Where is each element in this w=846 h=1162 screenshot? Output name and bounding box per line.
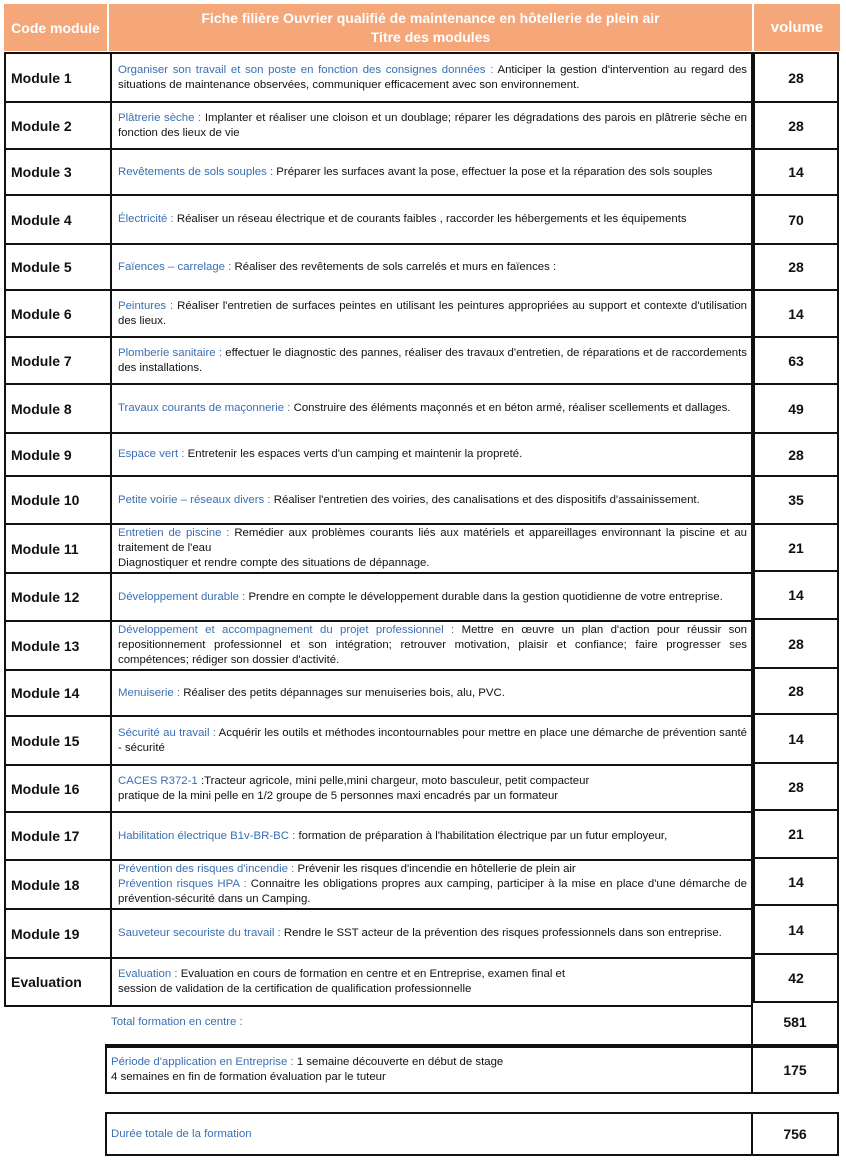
module-text: Prévenir les risques d'incendie en hôtellerie de plein air [297,863,576,875]
module-row [5,958,752,1006]
module-code: Module 5 [5,244,111,290]
module-description [111,860,752,909]
module-description [111,765,752,812]
module-volume: 21 [754,810,838,858]
module-description [111,149,752,195]
module-volume: 14 [754,290,838,337]
module-description [111,195,752,244]
module-volume: 28 [754,433,838,476]
module-code: Module 18 [5,860,111,909]
module-description [111,812,752,860]
volume-row [754,337,838,384]
volume-row [754,905,838,954]
module-description [111,958,752,1006]
module-title: Électricité : [118,213,174,225]
volume-row [754,102,838,149]
total-centre-label: Total formation en centre : [105,1000,753,1046]
module-code: Module 17 [5,812,111,860]
module-text: Evaluation en cours de formation en centre et en Entreprise, examen final et [180,968,566,980]
module-volume: 14 [754,149,838,195]
volume-row [754,954,838,1002]
module-text: Remédier aux problèmes courants liés aux matériels et appareillages environnant la piscine et au traitement de l'eau [118,527,747,554]
module-code: Module 15 [5,716,111,765]
module-description [111,573,752,621]
module-title: Faïences – carrelage : [118,260,232,273]
module-text: Préparer les surfaces avant la pose, effectuer la pose et la réparation des sols souples [276,165,713,178]
module-text: Mettre en œuvre un plan d'action pour réussir son repositionnement professionnel et son intégration; retrouver motivation, plaisir et confiance; faire progresser ses compétences; rédiger son dossier d'activité. [118,624,747,666]
module-row [5,102,752,149]
module-row [5,765,752,812]
module-title: Développement et accompagnement du projet professionnel : [118,624,455,636]
module-text: :Tracteur agricole, mini pelle,mini chargeur, moto basculeur, petit compacteur [200,774,590,787]
total-centre-value: 581 [753,1000,839,1046]
volume-row [754,476,838,524]
module-code: Module 11 [5,524,111,573]
volume-row [754,433,838,476]
module-volume: 14 [754,858,838,905]
volume-row [754,195,838,244]
module-title: Menuiserie : [118,686,181,699]
module-description [111,476,752,524]
volumes-table [753,52,839,1003]
volume-row [754,53,838,102]
module-row [5,384,752,433]
module-code: Module 8 [5,384,111,433]
module-row [5,149,752,195]
module-code: Module 9 [5,433,111,476]
table-header [4,4,840,51]
module-text: Connaitre les obligations propres aux camping, participer à la mise en place d'une démarche de prévention-sécurité dans un Camping. [118,878,747,905]
module-text: Implanter et réaliser une cloison et un doublage; réparer les dégradations des parois en plâtrerie sèche en fonction des lieux de vie [118,111,748,139]
module-text: Réaliser l'entretien des voiries, des canalisations et des dispositifs d'assainissement. [273,493,700,506]
module-row [5,290,752,337]
module-row [5,670,752,716]
module-row [5,476,752,524]
header-title [109,4,754,51]
module-description [111,716,752,765]
module-code: Module 6 [5,290,111,337]
volume-row [754,763,838,810]
module-description [111,244,752,290]
module-volume: 28 [754,763,838,810]
module-row [5,524,752,573]
module-volume: 28 [754,619,838,668]
module-row [5,812,752,860]
module-volume: 14 [754,714,838,763]
module-volume: 14 [754,905,838,954]
module-row [5,53,752,102]
module-code: Module 4 [5,195,111,244]
module-title: Peintures : [118,299,174,312]
module-volume: 35 [754,476,838,524]
header-volume: volume [754,4,840,51]
module-volume: 28 [754,53,838,102]
module-title: Développement durable : [118,590,246,603]
volume-row [754,668,838,714]
module-title: Plâtrerie sèche : [118,111,202,124]
module-description [111,621,752,670]
module-row [5,621,752,670]
volume-row [754,244,838,290]
module-title: Habilitation électrique B1v-BR-BC : [118,829,296,842]
module-title: Petite voirie – réseaux divers : [118,493,271,506]
module-description [111,909,752,958]
module-title: Entretien de piscine : [118,527,230,539]
module-text: Acquérir les outils et méthodes incontournables pour mettre en place une démarche de prévention santé - sécurité [118,726,748,754]
module-code: Module 2 [5,102,111,149]
volume-row [754,714,838,763]
module-row [5,433,752,476]
module-code: Module 7 [5,337,111,384]
module-text: Anticiper la gestion d'intervention au regard des situations de maintenance observées, communiquer efficacement avec son environnement. [118,63,747,91]
module-description [111,670,752,716]
module-row [5,860,752,909]
module-description [111,337,752,384]
module-volume: 28 [754,244,838,290]
module-code: Evaluation [5,958,111,1006]
module-code: Module 1 [5,53,111,102]
header-title-line1: Fiche filière Ouvrier qualifié de maintenance en hôtellerie de plein air [201,9,660,26]
module-volume: 28 [754,668,838,714]
module-description [111,53,752,102]
total-centre-row [105,1000,839,1046]
module-row [5,716,752,765]
module-title: Prévention risques HPA : [118,878,247,890]
module-title: Sécurité au travail : [118,726,216,739]
header-title-line2: Titre des modules [370,28,491,45]
module-text: Réaliser l'entretien de surfaces peintes en utilisant les peintures appropriées au support et contexte d'utilisation des lieux. [118,299,748,327]
module-text: Réaliser un réseau électrique et de courants faibles , raccorder les hébergements et les équipements [176,213,687,225]
module-code: Module 19 [5,909,111,958]
module-text: Réaliser des petits dépannages sur menuiseries bois, alu, PVC. [183,686,505,699]
module-title: Prévention des risques d'incendie : [118,863,295,875]
module-text: Entretenir les espaces verts d'un camping et maintenir la propreté. [187,448,523,460]
module-volume: 70 [754,195,838,244]
module-text: effectuer le diagnostic des pannes, réaliser des travaux d'entretien, de réparations et de raccordements des installations. [118,346,747,374]
module-row [5,573,752,621]
modules-table [4,52,753,1007]
volume-row [754,290,838,337]
volume-row [754,810,838,858]
header-code-module: Code module [4,4,109,51]
module-volume: 28 [754,102,838,149]
module-volume: 49 [754,384,838,433]
module-code: Module 14 [5,670,111,716]
module-volume: 63 [754,337,838,384]
module-code: Module 3 [5,149,111,195]
module-code: Module 12 [5,573,111,621]
module-text: Construire des éléments maçonnés et en béton armé, réaliser scellements et dallages. [293,402,731,414]
module-title: Sauveteur secouriste du travail : [118,927,281,939]
module-description [111,102,752,149]
module-title: Evaluation : [118,968,178,980]
module-title: CACES R372-1 [118,774,198,787]
module-text: session de validation de la certification de qualification professionnelle [118,983,472,995]
duree-totale-value: 756 [753,1112,839,1156]
module-text: pratique de la mini pelle en 1/2 groupe de 5 personnes maxi encadrés par un formateur [118,789,559,802]
module-text: Réaliser des revêtements de sols carrelés et murs en faïences : [234,260,557,273]
module-title: Travaux courants de maçonnerie : [118,402,291,414]
module-text: Rendre le SST acteur de la prévention des risques professionnels dans son entreprise. [283,927,722,939]
volume-row [754,858,838,905]
module-row [5,909,752,958]
module-code: Module 16 [5,765,111,812]
module-title: Revêtements de sols souples : [118,165,274,178]
module-description [111,524,752,573]
module-description [111,433,752,476]
module-text: Diagnostiquer et rendre compte des situations de dépannage. [118,557,430,569]
volume-row [754,384,838,433]
module-volume: 42 [754,954,838,1002]
module-text: Prendre en compte le développement durable dans la gestion quotidienne de votre entreprise. [248,590,723,603]
volume-row [754,571,838,619]
duree-totale-label: Durée totale de la formation [105,1112,753,1156]
module-volume: 21 [754,524,838,571]
module-title: Plomberie sanitaire : [118,346,223,359]
volume-row [754,149,838,195]
module-row [5,244,752,290]
module-row [5,195,752,244]
periode-entreprise-label: Période d'application en Entreprise : 1 semaine découverte en début de stage 4 semaines en fin de formation évaluation par le tuteur [105,1046,753,1094]
module-code: Module 13 [5,621,111,670]
volume-row [754,524,838,571]
module-title: Espace vert : [118,448,185,460]
module-description [111,384,752,433]
module-description [111,290,752,337]
module-row [5,337,752,384]
duree-totale-row [105,1112,839,1156]
module-title: Organiser son travail et son poste en fonction des consignes données : [118,63,494,76]
module-volume: 14 [754,571,838,619]
periode-entreprise-row [105,1046,839,1094]
module-code: Module 10 [5,476,111,524]
module-text: formation de préparation à l'habilitation électrique par un futur employeur, [298,829,668,842]
periode-entreprise-value: 175 [753,1046,839,1094]
volume-row [754,619,838,668]
